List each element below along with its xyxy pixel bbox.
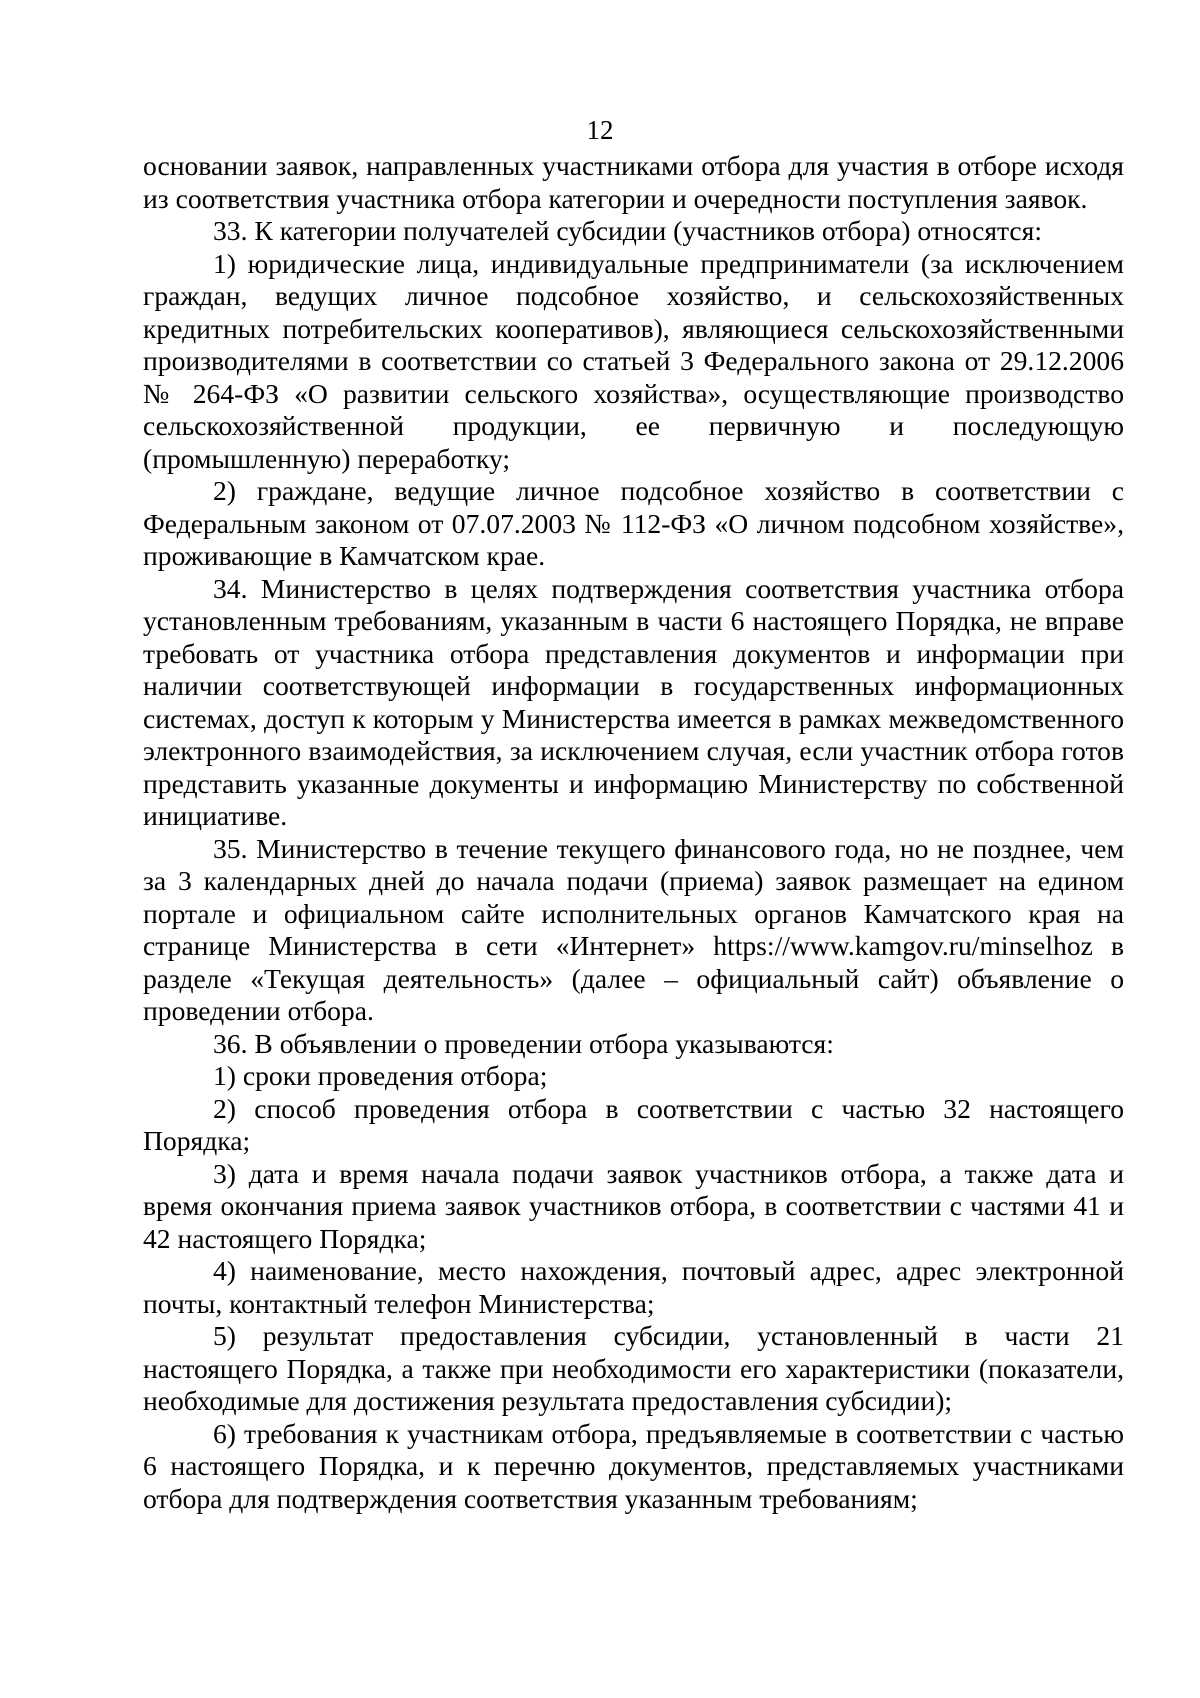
paragraph: 1) сроки проведения отбора; [213, 1060, 548, 1091]
paragraph: 34. Министерство в целях подтверждения соответствия участника отбора установленным требованиям, указанным в части 6 настоящего Порядка, не вправе требовать от участника отбора представления документов и информации при наличии соответствующей информации в государственных информационных системах, доступ к которым у Министерства имеется в рамках межведомственного электронного взаимодействия, за исключением случая, если участник отбора готов представить указанные документы и информацию Министерству по собственной инициативе. [143, 572, 1124, 831]
paragraph: 4) наименование, место нахождения, почтовый адрес, адрес электронной почты, контактный телефон Министерства; [143, 1255, 1124, 1319]
paragraph: 35. Министерство в течение текущего финансового года, но не позднее, чем за 3 календарных дней до начала подачи (приема) заявок размещает на едином портале и официальном сайте исполнительных органов Камчатского края на странице Министерства в сети «Интернет» https://www.kamgov.ru/minselhoz в разделе «Текущая деятельность» (далее – официальный сайт) объявление о проведении отбора. [143, 832, 1124, 1026]
paragraph: 5) результат предоставления субсидии, установленный в части 21 настоящего Порядка, а также при необходимости его характеристики (показатели, необходимые для достижения результата предоставления субсидии); [143, 1320, 1124, 1416]
paragraph: 36. В объявлении о проведении отбора указываются: [213, 1027, 834, 1059]
paragraph: 3) дата и время начала подачи заявок участников отбора, а также дата и время окончания приема заявок участников отбора, в соответствии с частями 41 и 42 настоящего Порядка; [143, 1157, 1124, 1254]
page-number: 12 [586, 115, 614, 145]
paragraph: 33. К категории получателей субсидии (участников отбора) относятся: [213, 215, 1043, 246]
document-body [143, 150, 1124, 1515]
paragraph: 1) юридические лица, индивидуальные предприниматели (за исключением граждан, ведущих личное подсобное хозяйство, и сельскохозяйственных кредитных потребительских кооперативов), являющиеся сельскохозяйственными производителями в соответствии со статьей 3 Федерального закона от 29.12.2006 № 264-ФЗ «О развитии сельского хозяйства», осуществляющие производство сельскохозяйственной продукции, ее первичную и последующую (промышленную) переработку; [143, 247, 1124, 474]
paragraph: основании заявок, направленных участниками отбора для участия в отборе исходя из соответствия участника отбора категории и очередности поступления заявок. [143, 150, 1124, 214]
paragraph: 2) граждане, ведущие личное подсобное хозяйство в соответствии с Федеральным законом от 07.07.2003 № 112-ФЗ «О личном подсобном хозяйстве», проживающие в Камчатском крае. [143, 475, 1124, 571]
paragraph: 2) способ проведения отбора в соответствии с частью 32 настоящего Порядка; [143, 1092, 1124, 1156]
paragraph: 6) требования к участникам отбора, предъявляемые в соответствии с частью 6 настоящего Порядка, и к перечню документов, представляемых участниками отбора для подтверждения соответствия указанным требованиям; [143, 1417, 1124, 1514]
